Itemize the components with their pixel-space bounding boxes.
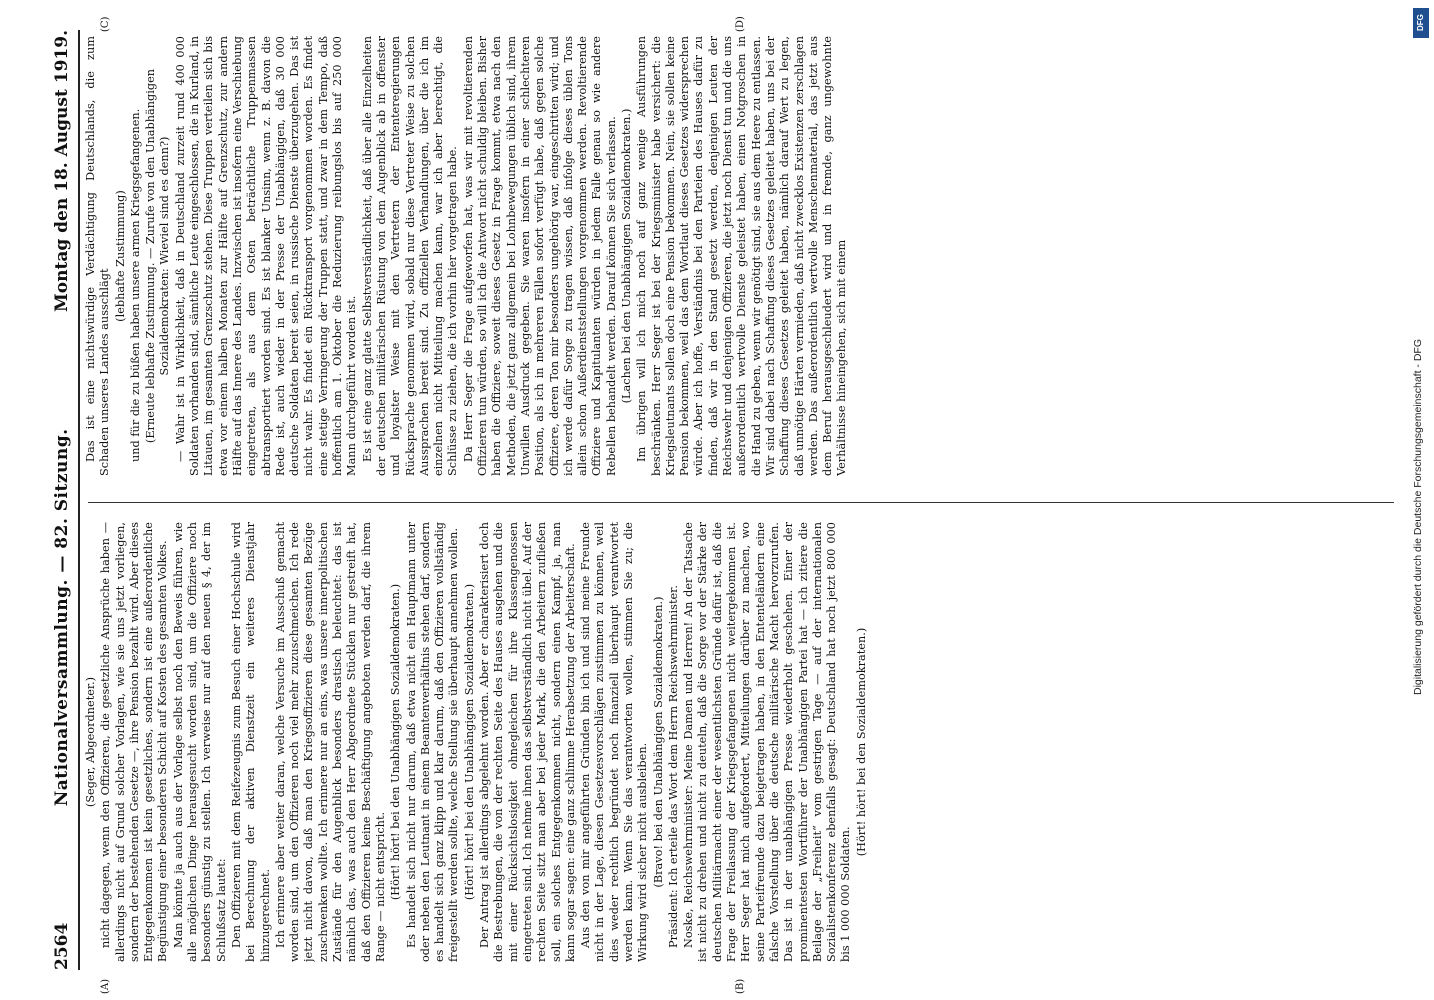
left-column-paragraph: Noske, Reichswehrminister: Meine Damen und Herren! An der Tatsache ist nicht zu drehen und nicht zu deuteln, daß die Sorge vor der Stärke der deutschen Militärmacht einer der wesentlichsten Gründe dafür ist, daß die Frage der Freilassung der Kriegsgefangenen nicht weitergekommen ist. Herr Seger hat mich aufgefordert, Mitteilungen darüber zu machen, wo seine Parteifreunde dazu beigetragen haben, in den Ententeländern eine falsche Vorstellung über die deutsche militärische Macht hervorzurufen. Das ist in der unabhängigen Presse wiederholt geschehen. Einer der prominentesten Wortführer der Unabhängigen Partei hat — ich zitiere die Beilage der „Freiheit“ vom gestrigen Tage — auf der internationalen Sozialistenkonferenz ebenfalls gesagt: Deutschland hat noch jetzt 800 000 bis 1 000 000 Soldaten. [682, 522, 853, 962]
right-column-paragraph: (lebhafte Zustimmung) [113, 190, 127, 322]
left-column-paragraph: Den Offizieren mit dem Reifezeugnis zum Besuch einer Hochschule wird bei Berechnung der aktiven Dienstzeit ein weiteres Dienstjahr hinzugerechnet. [229, 522, 272, 962]
margin-mark-d: (D) [735, 16, 746, 32]
right-column-paragraph: und für die zu büßen haben unsere armen Kriegsgefangenen. [128, 108, 142, 462]
right-column-paragraph: Das ist eine nichtswürdige Verdächtigung Deutschlands, die zum Schaden unseres Landes ausschlägt [84, 36, 112, 476]
digitization-credit: Digitalisierung gefördert durch die Deutsche Forschungsgemeinschaft - DFG [1412, 338, 1424, 695]
left-column-paragraph: Präsident: Ich erteile das Wort dem Herrn Reichswehrminister. [666, 585, 680, 948]
right-column-paragraph: Es ist eine ganz glatte Selbstverständlichkeit, daß über alle Einzelheiten der deutschen militärischen Rüstung von dem Augenblick ab in offenster und loyalster Weise mit den Vertretern der Ententeregierungen Rücksprache genommen wird, sobald nur diese Vertreter Weise zu solchen Aussprachen bereit sind. Zu offiziellen Verhandlungen, über die ich im einzelnen nicht Mitteilung machen kann, war ich aber berechtigt, die Schlüsse zu ziehen, die ich vorhin hier vorgetragen habe. [360, 36, 460, 476]
left-column-paragraph: Aus den von mir angeführten Gründen bin ich und sind meine Freunde nicht in der Lage, diesen Gesetzesvorschlägen zustimmen zu können, weil dies weder rechtlich begründet noch finanziell überhaupt verantwortet werden kann. Wenn Sie das verantworten wollen, stimmen Sie zu; die Wirkung wird sicher nicht ausbleiben. [579, 522, 650, 962]
right-column-paragraph: Da Herr Seger die Frage aufgeworfen hat, was wir mit revoltierenden Offizieren tun würden, so will ich die Antwort nicht schuldig bleiben. Bisher haben die Offiziere, soweit dieses Gesetz in Frage kommt, etwa nach den Methoden, die jetzt ganz allgemein bei Lohnbewegungen üblich sind, ihrem Unwillen Ausdruck gegeben. Sie waren insofern in einer schlechteren Position, als ich in mehreren Fällen sofort verfügt habe, daß gegen solche Offiziere, deren Ton mir besonders ungehörig war, eingeschritten wird; und ich werde dafür Sorge zu tragen wissen, daß infolge dieses üblen Tons allein schon Außerdienststellungen vorgenommen werden. Revoltierende Offiziere und Kapitulanten würden in jedem Falle genau so wie andere Rebellen behandelt werden. Darauf können Sie sich verlassen. [461, 36, 618, 476]
right-column [84, 36, 1404, 476]
right-column-paragraph: Im übrigen will ich mich noch auf ganz wenige Ausführungen beschränken. Herr Seger ist bei der Kriegsminister habe versichert: die Kriegsleutnants sollen doch eine Pension bekommen. Nein, sie sollen keine Pension bekommen, weil das dem Wortlaut dieses Gesetzes widersprechen würde. Aber ich hoffe, Verständnis bei den Parteien des Hauses dafür zu finden, daß wir in den Stand gesetzt werden, denjenigen Leuten der Reichswehr und denjenigen Offizieren, die jetzt noch Dienst tun und die uns außerordentlich wertvolle Dienste geleistet haben, einen Notgroschen in die Hand zu geben, wenn wir genötigt sind, sie aus dem Heere zu entlassen. Wir sind dabei nach Schaffung dieses Gesetzes geleitet haben, uns bei der Schaffung dieses Gesetzes geleitet haben, nämlich darauf Wert zu legen, daß unnötige Härten vermieden, daß nicht zwecklos Existenzen zerschlagen werden. Das außerordentlich wertvolle Menschenmaterial, das jetzt aus dem Beruf herausgeschleudert wird und in fremde, ganz ungewohnte Verhältnisse hineingehen, sich mit einem [635, 36, 849, 476]
left-column-paragraph: nicht dagegen, wenn den Offizieren, die gesetzliche Ansprüche haben — allerdings nicht auf Grund solcher Vorlagen, wie sie uns jetzt vorliegen, sondern der bestehenden Gesetze —, ihre Pension bezahlt wird. Aber dieses Entgegenkommen ist kein gesetzliches, sondern ist eine außerordentliche Begünstigung einer besonderen Schicht auf Kosten des gesamten Volkes. [99, 522, 170, 962]
left-column-paragraph: Man könnte ja auch aus der Vorlage selbst noch den Beweis führen, wie alle möglichen Dinge herausgesucht worden sind, um die Offiziere noch besonders günstig zu stellen. Ich verweise nur auf den neuen § 4, der im Schlußsatz lautet: [171, 522, 228, 962]
left-column [84, 522, 1404, 962]
margin-mark-c: (C) [100, 16, 111, 32]
left-column-paragraph: (Hört! hört! bei den Unabhängigen Sozialdemokraten.) [462, 583, 476, 901]
page-number: 2564 [52, 922, 72, 970]
margin-mark-b: (B) [735, 978, 746, 994]
left-column-paragraph: Der Antrag ist allerdings abgelehnt worden. Aber er charakterisiert doch die Bestrebungen, die von der rechten Seite des Hauses ausgehen und die mit einer Rücksichtslosigkeit ohnegleichen für ihre Klassengenossen eingetreten sind. Ich nehme ihnen das selbstverständlich nicht übel. Auf der rechten Seite sitzt man aber bei jeder Mark, die den Arbeitern zufließen soll, ein solches Entgegenkommen nicht, sondern einen Kampf, ja, man kann sogar sagen: eine ganz schlimme Herabsetzung der Arbeiterschaft. [478, 522, 577, 962]
right-column-paragraph: (Erneute lebhafte Zustimmung. — Zurufe von den Unabhängigen Sozialdemokraten: Wieviel sind es denn?) [144, 68, 172, 444]
digitization-strip [1404, 0, 1434, 1000]
dfg-logo: DFG [1413, 8, 1429, 38]
right-column-paragraph: — Wahr ist in Wirklichkeit, daß in Deutschland zurzeit rund 400 000 Soldaten vorhanden sind, sämtliche Leute eingeschlossen, die in Kurland, in Litauen, im gesamten Grenzschutz stehen. Diese Truppen verteilen sich bis etwa vor einem halben Monaten zur Hälfte auf Grenzschutz, zur andern Hälfte auf das Innere des Landes. Inzwischen ist insofern eine Verschiebung eingetreten, als aus dem Osten beträchtliche Truppenmassen abtransportiert worden sind. Es ist blanker Unsinn, wenn z. B. davon die Rede ist, auch wieder in der Presse der Unabhängigen, daß 30 000 deutsche Soldaten bereit seien, in russische Dienste überzugehen. Das ist nicht wahr. Es findet ein Rücktransport vorgenommen worden. Es findet eine stetige Verringerung der Truppen statt, und zwar in dem Tempo, daß hoffentlich am 1. Oktober die Reduzierung reibungslos bis auf 250 000 Mann durchgeführt worden ist. [173, 36, 359, 476]
left-column-paragraph: (Seger, Abgeordneter.) [84, 676, 97, 808]
column-divider [88, 502, 1394, 503]
page-header [52, 30, 80, 970]
left-column-paragraph: (Bravo! bei den Unabhängigen Sozialdemokraten.) [651, 596, 665, 888]
left-column-paragraph: (Hört! hört! bei den Unabhängigen Sozialdemokraten.) [389, 583, 403, 901]
left-column-paragraph: Es handelt sich nicht nur darum, daß etwa nicht ein Hauptmann unter oder neben den Leutnant in einem Beamtenverhältnis stehen darf, sondern es handelt sich ganz klipp und klar darum, daß den Offizieren vollständig freigestellt werden sollte, welche Stellung sie überhaupt annehmen wollen. [404, 522, 461, 962]
left-column-paragraph: (Hört! hört! bei den Sozialdemokraten.) [854, 627, 868, 857]
page-title: Nationalversammlung. — 82. Sitzung. [52, 428, 72, 807]
right-column-paragraph: (Lachen bei den Unabhängigen Sozialdemokraten.) [619, 108, 633, 404]
page-date: Montag den 18. August 1919. [52, 30, 72, 313]
margin-mark-a: (A) [100, 978, 111, 994]
left-column-paragraph: Ich erinnere aber weiter daran, welche Versuche im Ausschuß gemacht worden sind, um den Offizieren noch viel mehr zuzuschmeichen. Ich rede jetzt nicht davon, daß man den Kriegsoffizieren diese gesamten Bezüge zuschwenken wollte. Ich erinnere nur an eins, was unsere innerpolitischen Zustände für den Augenblick besonders drastisch beleuchtet: das ist nämlich das, was auch den Herr Abgeordnete Stücklen nur gestreift hat, daß den Offizieren keine Beschäftigung angeboten werden darf, die ihrem Range — nicht entspricht. [273, 522, 387, 962]
